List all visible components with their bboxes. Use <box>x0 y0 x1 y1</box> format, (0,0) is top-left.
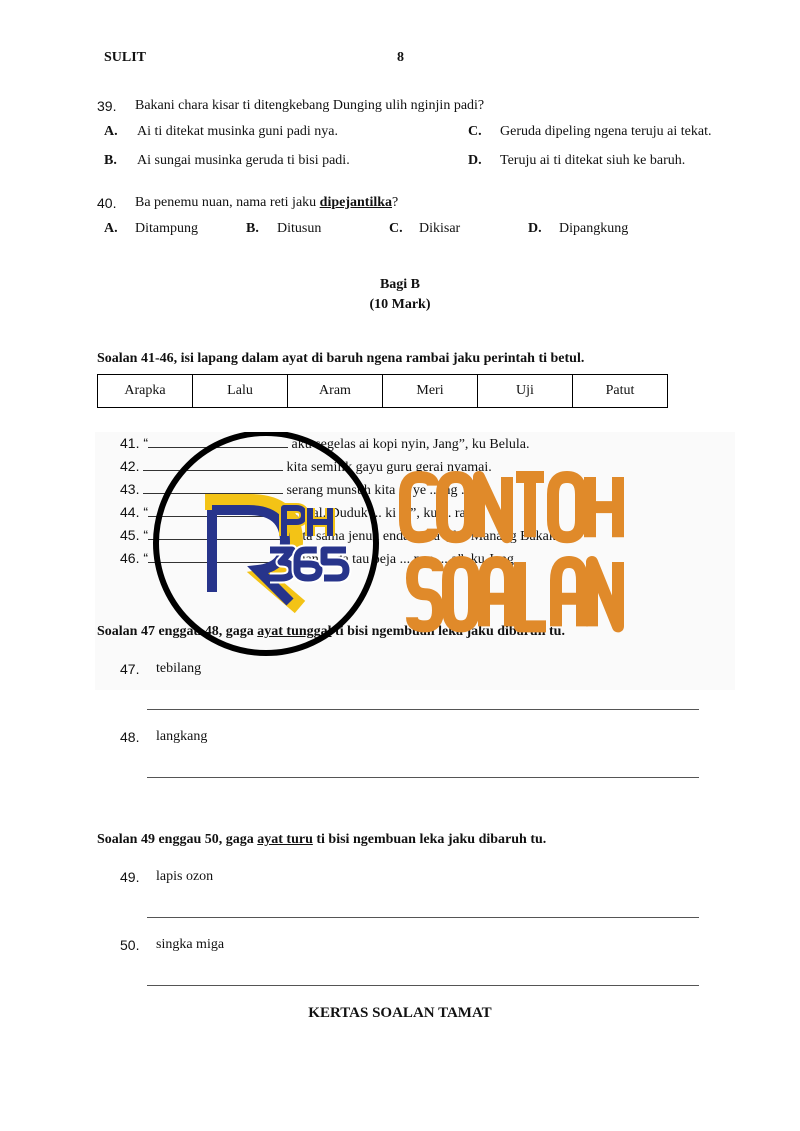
watermark-letter-a <box>556 562 582 626</box>
q39-c-label: C. <box>468 124 482 139</box>
inst-pre: Soalan 47 enggau 48, gaga <box>97 624 258 639</box>
item-text: nuan enda tau beja ... nya ... a”, ku Jang <box>291 552 514 567</box>
watermark-letter-h <box>590 477 618 537</box>
q47-number: 47. <box>120 661 140 677</box>
q39-a-label: A. <box>104 124 118 139</box>
q39-b-label: B. <box>104 153 117 168</box>
q40-text-pre: Ba penemu nuan, nama reti jaku <box>135 195 320 210</box>
q40-text <box>135 195 398 211</box>
answer-line-48[interactable] <box>147 777 699 778</box>
q40-c-label: C. <box>389 221 403 236</box>
watermark-stamp <box>150 432 630 662</box>
word-cell: Patut <box>573 375 668 408</box>
watermark-letter-o <box>442 477 470 537</box>
header-sulit: SULIT <box>104 50 147 65</box>
item-text: kita sama jenuh enda lama”, ku Manang Bakak. <box>291 529 560 544</box>
q49-number: 49. <box>120 869 140 885</box>
q40-d-label: D. <box>528 221 542 236</box>
item-number: 41. “ <box>120 435 149 451</box>
q48-number: 48. <box>120 729 140 745</box>
q49-word: lapis ozon <box>156 869 214 884</box>
inst-keyword: ayat turu <box>257 832 313 847</box>
watermark-circle <box>156 433 376 653</box>
stamp-soalan-mark <box>412 562 618 626</box>
q39-b-text: Ai sungai musinka geruda ti bisi padi. <box>137 153 350 168</box>
word-cell: Lalu <box>193 375 288 408</box>
word-cell: Arapka <box>98 375 193 408</box>
item-text: kita semilik gayu guru gerai nyamai. <box>286 460 492 475</box>
instruction-41-46: Soalan 41-46, isi lapang dalam ayat di baruh ngena rambai jaku perintah ti betul. <box>97 351 585 366</box>
q39-c-text: Geruda dipeling ngena teruju ai tekat. <box>500 124 712 139</box>
end-of-paper: KERTAS SOALAN TAMAT <box>308 1005 492 1021</box>
item-number: 43. <box>120 481 140 497</box>
q40-d-text: Dipangkung <box>559 221 629 236</box>
word-cell: Aram <box>288 375 383 408</box>
watermark-letter-o <box>553 477 581 537</box>
q40-text-post: ? <box>392 195 399 210</box>
logo-365-mark <box>270 550 346 578</box>
instruction-49-50 <box>97 832 546 848</box>
watermark-letter-a <box>484 562 510 626</box>
q39-text: Bakani chara kisar ti ditengkebang Dunging ulih nginjin padi? <box>135 98 485 113</box>
q40-b-label: B. <box>246 221 259 236</box>
item-number: 44. “ <box>120 504 149 520</box>
q47-word: tebilang <box>156 661 202 676</box>
watermark-letter-s <box>412 562 438 626</box>
watermark-letter-c <box>405 477 433 537</box>
answer-line-50[interactable] <box>147 985 699 986</box>
inst-keyword: ayat tunggal <box>257 624 332 639</box>
item-text: ... gal. Duduk ... ki ...”, ku ... ra <box>291 506 466 521</box>
q39-d-text: Teruju ai ti ditekat siuh ke baruh. <box>500 153 686 168</box>
q40-a-text: Ditampung <box>135 221 198 236</box>
watermark-letter-n <box>592 562 618 626</box>
item-number: 45. “ <box>120 527 149 543</box>
section-title: Bagi B <box>379 277 421 292</box>
q40-c-text: Dikisar <box>419 221 461 236</box>
answer-line-47[interactable] <box>147 709 699 710</box>
item-text: aku segelas ai kopi nyin, Jang”, ku Belula. <box>291 437 530 452</box>
item-text: serang munsuh kita ... ye ... ng ... ta <box>286 483 486 498</box>
word-cell: Meri <box>383 375 478 408</box>
q40-keyword: dipejantilka <box>319 195 393 210</box>
inst-post: ti bisi ngembuan leka jaku dibaruh tu. <box>312 832 547 847</box>
logo-r-shape <box>212 510 290 602</box>
q50-number: 50. <box>120 937 140 953</box>
watermark-letter-l <box>520 562 546 626</box>
inst-post: ti bisi ngembuan leka jaku dibaruh tu. <box>331 624 565 639</box>
q39-a-text: Ai ti ditekat musinka guni padi nya. <box>137 124 339 139</box>
watermark-letter-n <box>479 477 507 537</box>
item-number: 46. “ <box>120 550 149 566</box>
answer-line-49[interactable] <box>147 917 699 918</box>
q39-number: 39. <box>97 98 117 114</box>
q40-a-label: A. <box>104 221 118 236</box>
word-cell: Uji <box>478 375 573 408</box>
q39-d-label: D. <box>468 153 482 168</box>
q40-number: 40. <box>97 195 117 211</box>
q50-word: singka miga <box>156 937 225 952</box>
inst-pre: Soalan 49 enggau 50, gaga <box>97 832 258 847</box>
page-number: 8 <box>397 50 404 65</box>
word-bank-table <box>97 374 668 408</box>
section-marks: (10 Mark) <box>369 297 431 312</box>
item-number: 42. <box>120 458 140 474</box>
stamp-contoh-mark <box>405 477 618 537</box>
watermark-letter-o <box>448 562 474 626</box>
q40-b-text: Ditusun <box>277 221 322 236</box>
q48-word: langkang <box>156 729 208 744</box>
watermark-letter-h <box>310 508 330 536</box>
watermark-letter-t <box>516 477 544 537</box>
